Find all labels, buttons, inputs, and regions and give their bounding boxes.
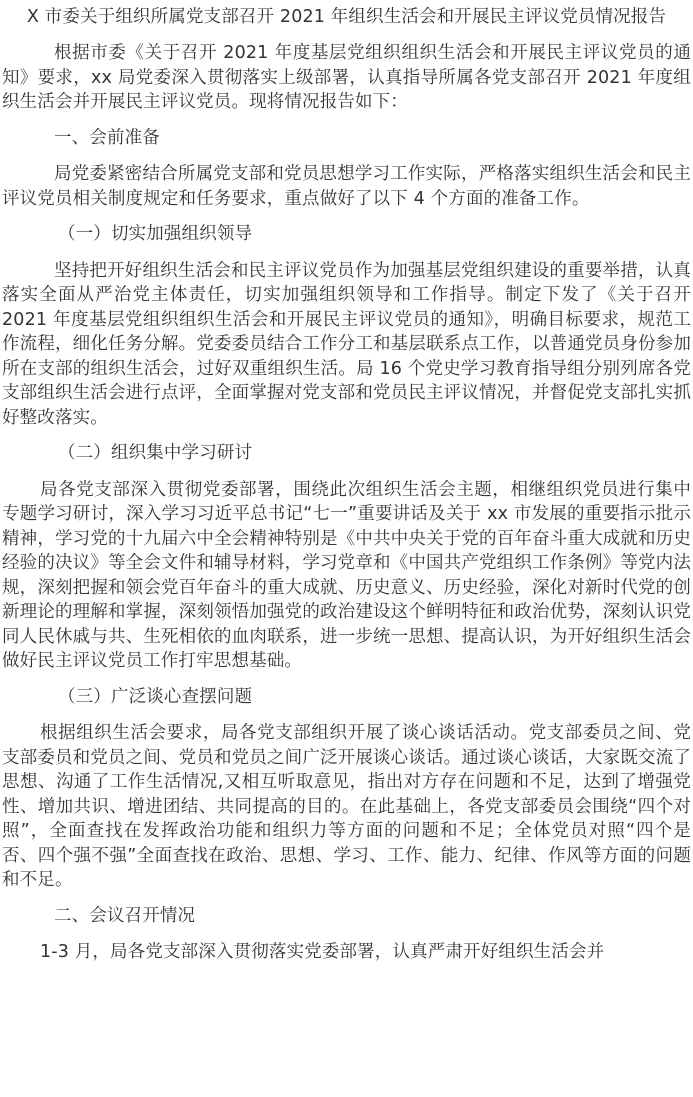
section-heading-meetings: 二、会议召开情况 <box>54 905 196 926</box>
subsection-heading-study: （二）组织集中学习研讨 <box>58 443 253 463</box>
subsection-study-paragraph: 局各党支部深入贯彻党委部署，围绕此次组织生活会主题，相继组织党员进行集中专题学习研讨，深入学习习近平总书记“七一”重要讲话及关于 xx 市发展的重要指示批示精神，学习党的十九届六中全会精神特别是《中共中央关于党的百年奋斗重大成就和历史经验的决议》等全会文件和辅导材料，学习党章和《中国共产党组织工作条例》等党内法规，深刻把握和领会党百年奋斗的重大成就、历史意义、历史经验，深化对新时代党的创新理论的理解和掌握，深刻领悟加强党的政治建设这个鲜明特征和政治优势，深刻认识党同人民休戚与共、生死相依的血肉联系，进一步统一思想、提高认识，为开好组织生活会做好民主评议党员工作打牢思想基础。 <box>2 479 691 671</box>
subsection-heading-leadership: （一）切实加强组织领导 <box>58 224 253 244</box>
section-meetings-paragraph: 1-3 月，局各党支部深入贯彻落实党委部署，认真严肃开好组织生活会并 <box>40 942 605 962</box>
subsection-heading-talks: （三）广泛谈心查摆问题 <box>58 686 253 707</box>
document-title: X 市委关于组织所属党支部召开 2021 年组织生活会和开展民主评议党员情况报告 <box>26 7 667 27</box>
section-heading-preparation: 一、会前准备 <box>54 127 160 148</box>
subsection-talks-paragraph: 根据组织生活会要求，局各党支部组织开展了谈心谈话活动。党支部委员之间、党支部委员和党员之间、党员和党员之间广泛开展谈心谈话。通过谈心谈话，大家既交流了思想、沟通了工作生活情况,又相互听取意见，指出对方存在问题和不足，达到了增强党性、增加共识、增进团结、共同提高的目的。在此基础上，各党支部委员会围绕“四个对照”，全面查找在发挥政治功能和组织力等方面的问题和不足；全体党员对照“四个是否、四个强不强”全面查找在政治、思想、学习、工作、能力、纪律、作风等方面的问题和不足。 <box>2 723 691 890</box>
section-preparation-paragraph: 局党委紧密结合所属党支部和党员思想学习工作实际，严格落实组织生活会和民主评议党员相关制度规定和任务要求，重点做好了以下 4 个方面的准备工作。 <box>2 164 691 209</box>
subsection-leadership-paragraph: 坚持把开好组织生活会和民主评议党员作为加强基层党组织建设的重要举措，认真落实全面从严治党主体责任，切实加强组织领导和工作指导。制定下发了《关于召开 2021 年度基层党组织组织生活会和开展民主评议党员的通知》，明确目标要求，规范工作流程，细化任务分解。党委委员结合工作分工和基层联系点工作，以普通党员身份参加所在支部的组织生活会，过好双重组织生活。局 16 个党史学习教育指导组分别列席各党支部组织生活会进行点评，全面掌握对党支部和党员民主评议情况，并督促党支部扎实抓好整改落实。 <box>2 260 691 428</box>
intro-paragraph: 根据市委《关于召开 2021 年度基层党组织组织生活会和开展民主评议党员的通知》要求，xx 局党委深入贯彻落实上级部署，认真指导所属各党支部召开 2021 年度组织生活会并开展民主评议党员。现将情况报告如下： <box>2 43 691 112</box>
